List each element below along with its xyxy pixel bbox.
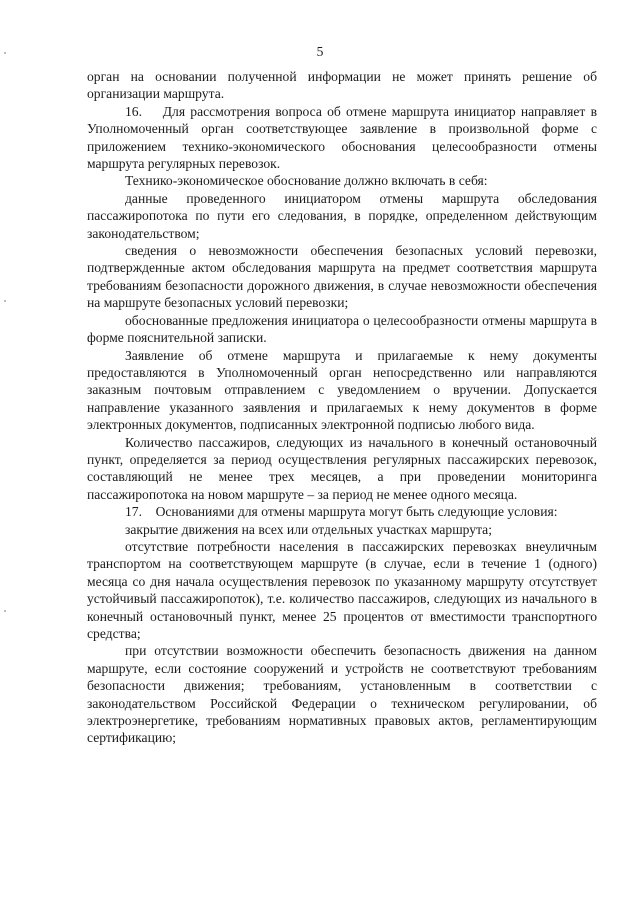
scan-mark [4, 610, 6, 612]
paragraph-safety-info: сведения о невозможности обеспечения безопасных условий перевозки, подтвержденные актом обследования маршрута на предмет соответствия маршрута требованиям безопасности дорожного движения, в случае невозможности обеспечения на маршруте безопасных условий перевозки; [87, 243, 597, 311]
scan-mark [4, 300, 6, 302]
paragraph-continuation: орган на основании полученной информации не может принять решение об организации маршрута. [87, 69, 597, 102]
paragraph-clause-16: 16. Для рассмотрения вопроса об отмене маршрута инициатор направляет в Уполномоченный орган соответствующее заявление в произвольной форме с приложением технико-экономического обоснования целесообразности отмены маршрута регулярных перевозок. [87, 103, 597, 172]
paragraph-proposals: обоснованные предложения инициатора о целесообразности отмены маршрута в форме пояснительной записки. [87, 312, 597, 346]
page-number: 5 [316, 44, 324, 59]
paragraph-no-safety: при отсутствии возможности обеспечить безопасность движения на данном маршруте, если состояние сооружений и устройств не соответствуют требованиям безопасности движения; требованиям, установленным в соответствии с законодательством Российской Федерации о техническом регулировании, об электроэнергетике, требованиям нормативных правовых актов, регламентирующим сертификацию; [87, 643, 597, 746]
paragraph-feasibility-intro: Технико-экономическое обоснование должно включать в себя: [125, 173, 488, 189]
paragraph-closure: закрытие движения на всех или отдельных участках маршрута; [125, 521, 492, 537]
paragraph-survey-data: данные проведенного инициатором отмены маршрута обследования пассажиропотока по пути его следования, в порядке, определенном действующим законодательством; [87, 190, 597, 241]
paragraph-submission: Заявление об отмене маршрута и прилагаемые к нему документы предоставляются в Уполномоченный орган непосредственно или направляются заказным почтовым отправлением с уведомлением о вручении. Допускается направление указанного заявления и прилагаемых к нему документов в форме электронных документов, подписанных электронной подписью любого вида. [87, 347, 597, 433]
paragraph-clause-17: 17. Основаниями для отмены маршрута могут быть следующие условия: [125, 504, 558, 520]
paragraph-no-demand: отсутствие потребности населения в пассажирских перевозках внеуличным транспортом на соответствующем маршруте (в случае, если в течение 1 (одного) месяца со дня начала осуществления перевозок по указанному маршруту отсутствует устойчивый пассажиропоток), т.е. количество пассажиров, следующих из начального в конечный остановочный пункт, менее 25 процентов от вместимости транспортного средства; [87, 538, 597, 641]
document-body [87, 68, 597, 747]
paragraph-passenger-count: Количество пассажиров, следующих из начального в конечный остановочный пункт, определяется за период осуществления регулярных пассажирских перевозок, составляющий не менее трех месяцев, а при проведении мониторинга пассажиропотока на новом маршруте – за период не менее одного месяца. [87, 434, 597, 502]
